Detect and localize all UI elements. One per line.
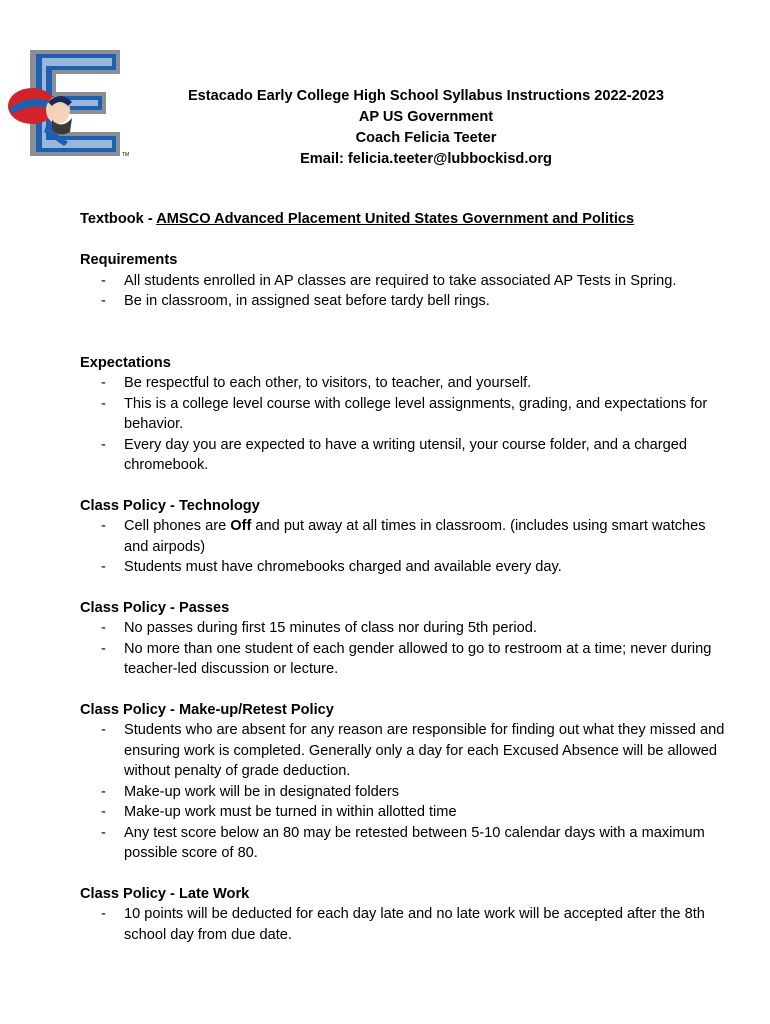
list-item: - Students must have chromebooks charged and available every day.: [80, 557, 730, 578]
list-item: - Students who are absent for any reason are responsible for finding out what they missed and ensuring work is completed. Generally only a day for each Excused Absence will be allowed without penalty of grade deduction.: [80, 720, 730, 782]
header-school-title: Estacado Early College High School Syllabus Instructions 2022-2023: [187, 88, 665, 104]
latework-section: [80, 884, 730, 946]
list-item: - 10 points will be deducted for each day late and no late work will be accepted after the 8th school day from due date.: [80, 904, 730, 945]
list-item: - Be in classroom, in assigned seat before tardy bell rings.: [80, 291, 730, 312]
list-item: - Make-up work will be in designated folders: [80, 782, 730, 803]
technology-title: Class Policy - Technology: [80, 497, 260, 514]
passes-title: Class Policy - Passes: [80, 599, 230, 616]
document-header: [80, 86, 770, 170]
trademark-symbol: TM: [122, 152, 130, 158]
expectations-section: [80, 353, 730, 476]
list-item: - Make-up work must be turned in within allotted time: [80, 802, 730, 823]
emphasis-off: Off: [230, 518, 252, 534]
header-course: AP US Government: [358, 109, 494, 125]
list-item: - Be respectful to each other, to visitors, to teacher, and yourself.: [80, 373, 730, 394]
syllabus-body: [80, 209, 730, 945]
text-run: and put away at all times in classroom. (includes using smart watches and airpods): [124, 518, 706, 555]
technology-section: [80, 496, 730, 578]
textbook-title: AMSCO Advanced Placement United States Government and Politics: [156, 211, 635, 227]
list-item: - No passes during first 15 minutes of class nor during 5th period.: [80, 618, 730, 639]
textbook-prefix: Textbook -: [80, 211, 157, 227]
header-email: Email: felicia.teeter@lubbockisd.org: [300, 151, 552, 167]
requirements-title: Requirements: [80, 252, 178, 268]
textbook-line: [80, 209, 730, 229]
list-item: - This is a college level course with college level assignments, grading, and expectations for behavior.: [80, 394, 730, 435]
makeup-title: Class Policy - Make-up/Retest Policy: [80, 701, 334, 718]
list-item: - Every day you are expected to have a writing utensil, your course folder, and a charged chromebook.: [80, 435, 730, 476]
latework-title: Class Policy - Late Work: [80, 885, 250, 902]
expectations-title: Expectations: [80, 354, 171, 371]
makeup-section: [80, 700, 730, 864]
list-item: - No more than one student of each gender allowed to go to restroom at a time; never during teacher-led discussion or lecture.: [80, 639, 730, 680]
requirements-section: [80, 250, 730, 312]
text-run: Cell phones are: [124, 518, 231, 534]
header-teacher: Coach Felicia Teeter: [355, 130, 497, 146]
list-item: [80, 516, 730, 557]
list-item: - Any test score below an 80 may be retested between 5-10 calendar days with a maximum possible score of 80.: [80, 823, 730, 864]
list-item: - All students enrolled in AP classes are required to take associated AP Tests in Spring.: [80, 271, 730, 292]
passes-section: [80, 598, 730, 680]
